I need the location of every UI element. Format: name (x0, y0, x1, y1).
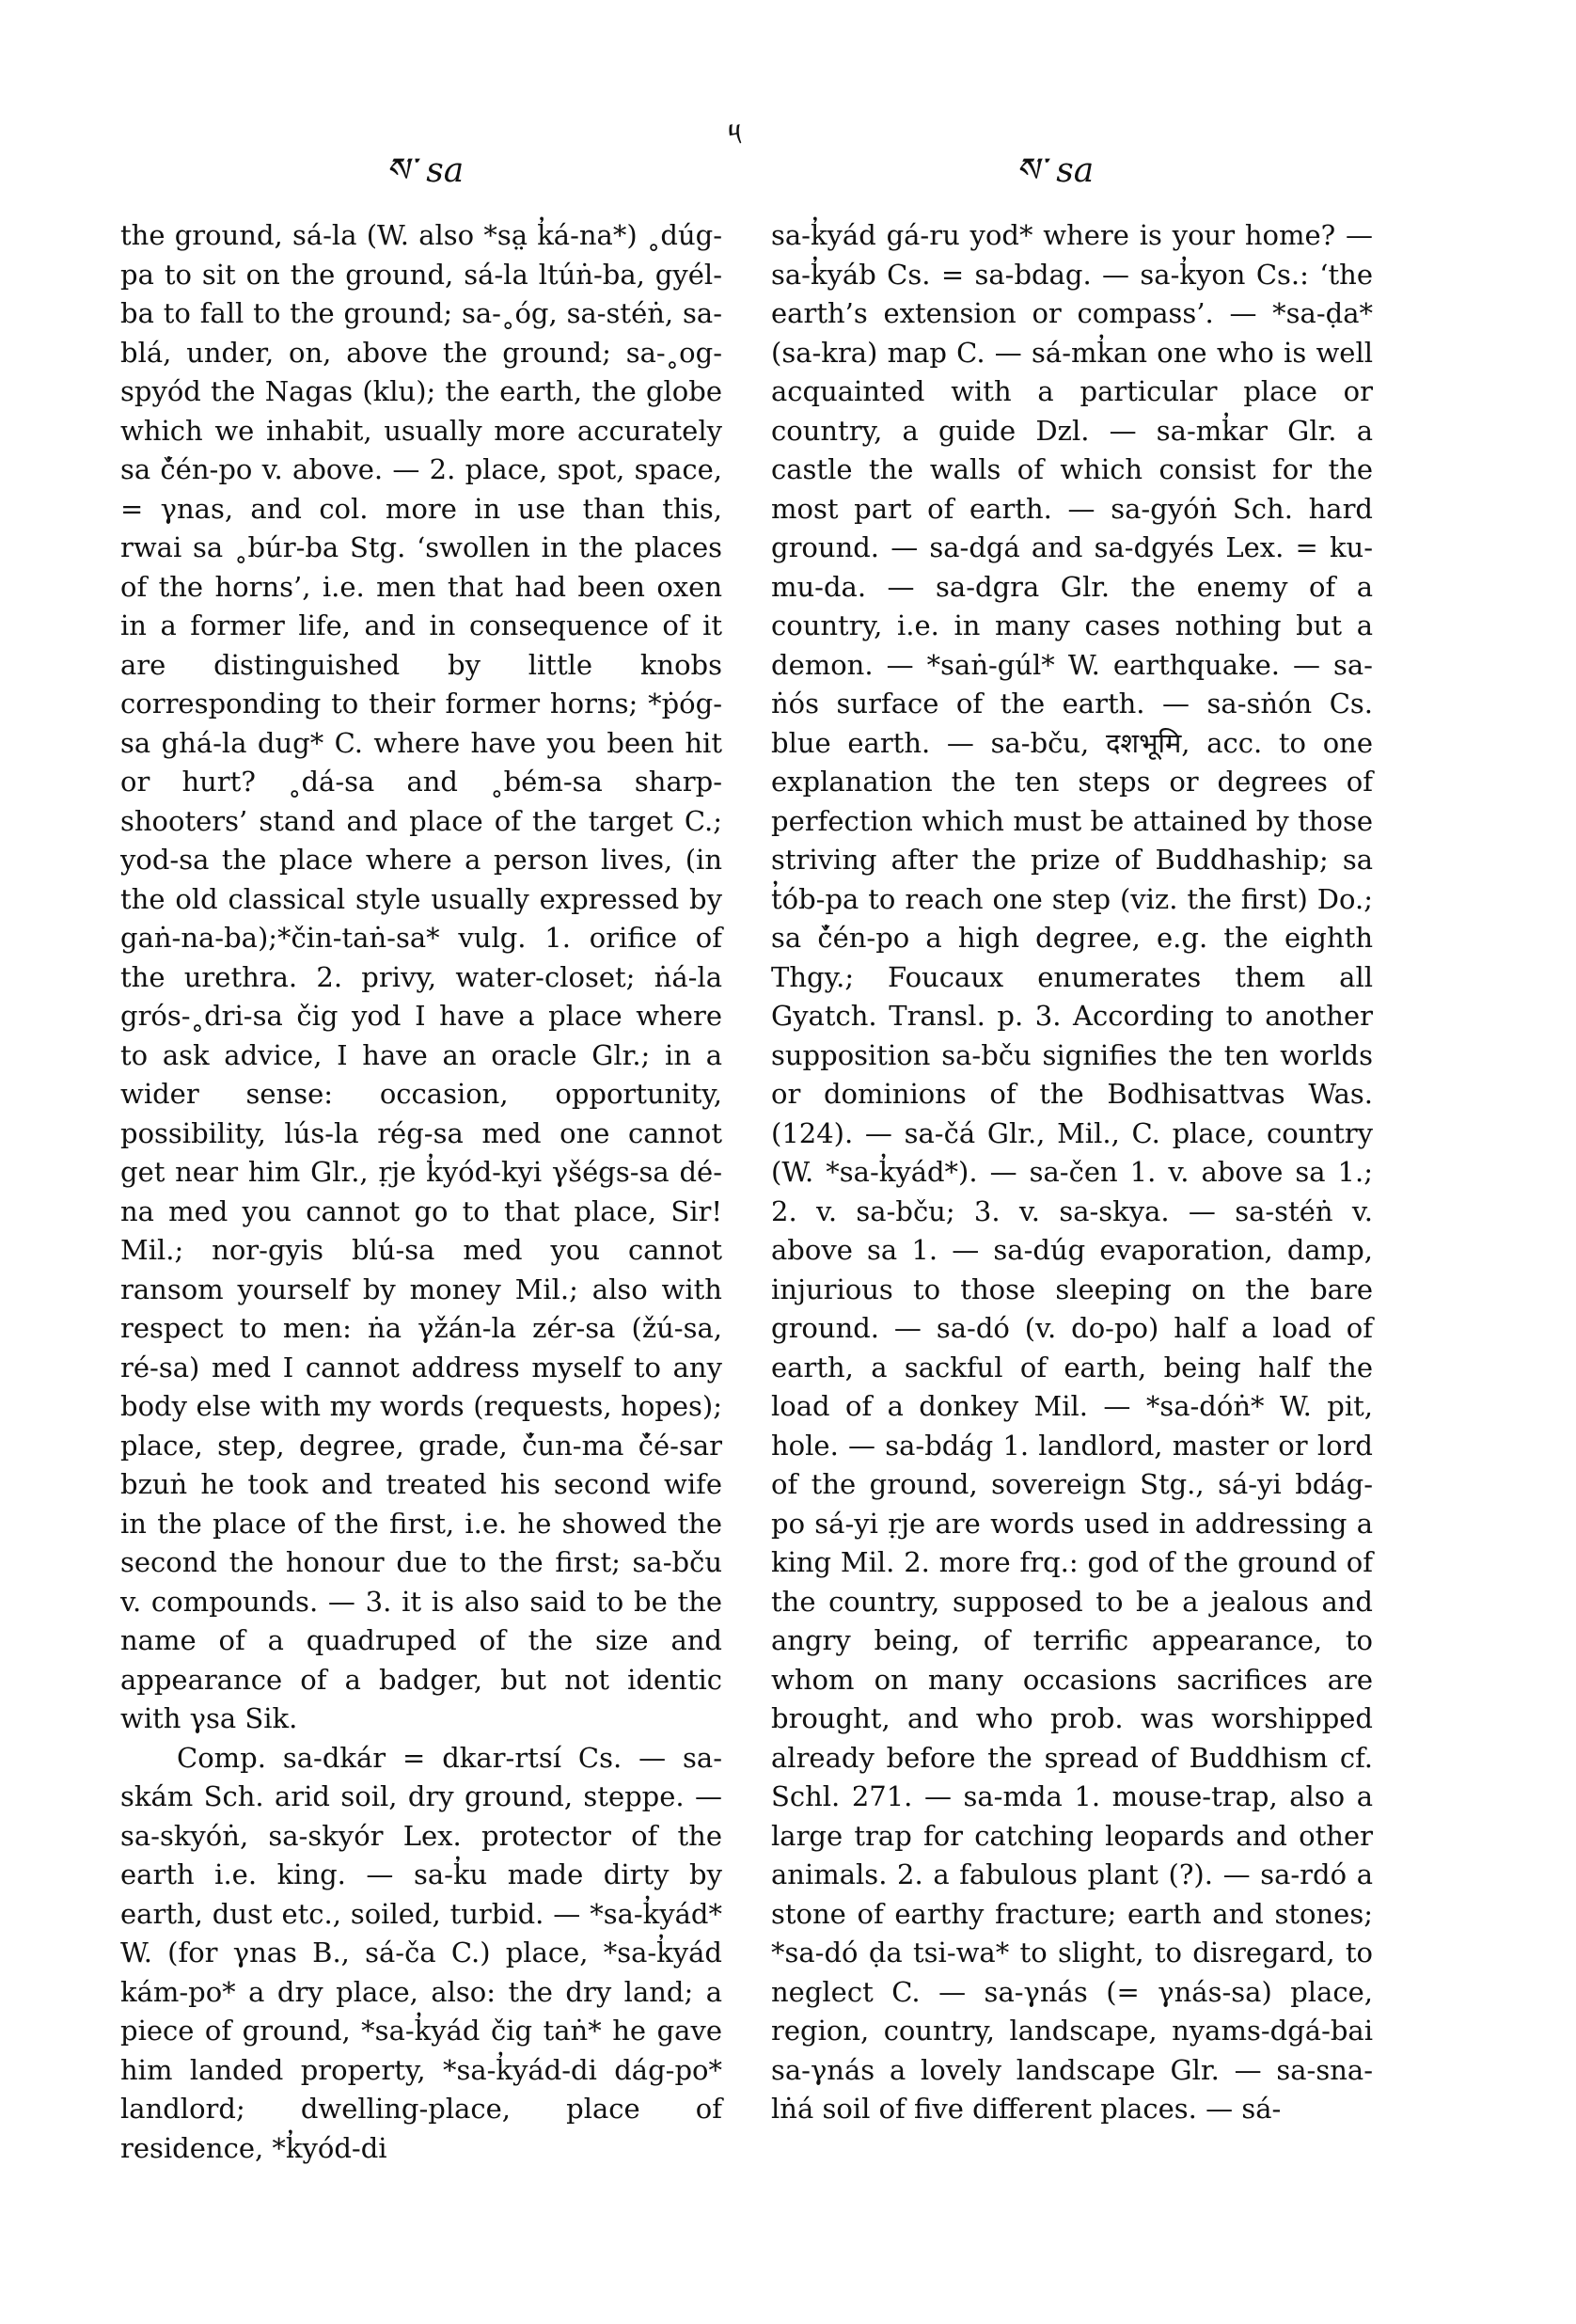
left-column (120, 216, 722, 2168)
compounds-paragraph: Comp. sa-dkár = dkar-rtsí Cs. — sa-skám Sch. arid soil, dry ground, steppe. — sa-skyóṅ, sa-skyór Lex. protector of the earth i.e. king. — sa-k̓u made dirty by earth, dust etc., soiled, turbid. — *sa-k̓yád* W. (for γnas B., sá-ča C.) place, *sa-k̓yád kám-po* a dry place, also: the dry land; a piece of ground, *sa-k̓yád čig taṅ* he gave him landed property, *sa-k̓yád-di dág-po* landlord; dwelling-place, place of residence, *k̓yód-di (120, 1741, 722, 2164)
running-head-right: ས་ sa (1016, 151, 1095, 190)
right-column (771, 216, 1373, 2129)
entry-paragraph: sa-k̓yád gá-ru yod* where is your home? — sa-k̓yáb Cs. = sa-bdag. — sa-k̓yon Cs.: ‘the earth’s extension or compass’. — *sa-ḍa* (sa-kra) map C. — sá-mk̓an one who is well acquainted with a particular place or country, a guide Dzl. — sa-mk̓ar Glr. a castle the walls of which consist for the most part of earth. — sa-gyóṅ Sch. hard ground. — sa-dgá and sa-dgyés Lex. = ku-mu-da. — sa-dgra Glr. the enemy of a country, i.e. in many cases nothing but a demon. — *saṅ-gúl* W. earthquake. — sa-ṅós surface of the earth. — sa-sṅón Cs. blue earth. — sa-bču, दशभूमि, acc. to one explanation the ten steps or degrees of perfection which must be attained by those striving after the prize of Buddhaship; sa t̓ób-pa to reach one step (viz. the first) Do.; sa č̓én-po a high degree, e.g. the eighth Thgy.; Foucaux enumerates them all Gyatch. Transl. p. 3. According to another supposition sa-bču signifies the ten worlds or dominions of the Bodhisattvas Was. (124). — sa-čá Glr., Mil., C. place, country (W. *sa-k̓yád*). — sa-čen 1. v. above sa 1.; 2. v. sa-bču; 3. v. sa-skya. — sa-stéṅ v. above sa 1. — sa-dúg evaporation, damp, injurious to those sleeping on the bare ground. — sa-dó (v. do-po) half a load of earth, a sackful of earth, being half the load of a donkey Mil. — *sa-dóṅ* W. pit, hole. — sa-bdág 1. landlord, master or lord of the ground, sovereign Stg., sá-yi bdág-po sá-yi ṛje are words used in addressing a king Mil. 2. more frq.: god of the ground of the country, supposed to be a jealous and angry being, of terrific appearance, to whom on many occasions sacrifices are brought, and who prob. was worshipped already before the spread of Buddhism cf. Schl. 271. — sa-mda 1. mouse-trap, also a large trap for catching leopards and other animals. 2. a fabulous plant (?). — sa-rdó a stone of earthy fracture; earth and stones; *sa-dó ḍa tsi-wa* to slight, to disregard, to neglect C. — sa-γnás (= γnás-sa) place, region, country, landscape, nyams-dgá-bai sa-γnás a lovely landscape Glr. — sa-sna-lṅá soil of five different places. — sá- (771, 219, 1373, 2125)
page-number: ༥ (728, 117, 742, 152)
running-head-left: ས་ sa (386, 151, 465, 190)
entry-paragraph: the ground, sá-la (W. also *sa̤ k̓á-na*) ˳dúg-pa to sit on the ground, sá-la ltúṅ-ba, gyél-ba to fall to the ground; sa-˳óg, sa-stéṅ, sa-blá, under, on, above the ground; sa-˳og-spyód the Nagas (klu); the earth, the globe which we inhabit, usually more accurately sa č̓én-po v. above. — 2. place, spot, space, = γnas, and col. more in use than this, rwai sa ˳búr-ba Stg. ‘swollen in the places of the horns’, i.e. men that had been oxen in a former life, and in consequence of it are distinguished by little knobs corresponding to their former horns; *ṗóg-sa ghá-la dug* C. where have you been hit or hurt? ˳dá-sa and ˳bém-sa sharp-shooters’ stand and place of the target C.; yod-sa the place where a person lives, (in the old classical style usually expressed by gaṅ-na-ba);*čin-taṅ-sa* vulg. 1. orifice of the urethra. 2. privy, water-closet; ṅá-la grós-˳dri-sa čig yod I have a place where to ask advice, I have an oracle Glr.; in a wider sense: occasion, opportunity, possibility, lús-la rég-sa med one cannot get near him Glr., ṛje k̓yód-kyi γšégs-sa dé-na med you cannot go to that place, Sir! Mil.; nor-gyis blú-sa med you cannot ransom yourself by money Mil.; also with respect to men: ṅa γžán-la zér-sa (žú-sa, ré-sa) med I cannot address myself to any body else with my words (requests, hopes); place, step, degree, grade, č̓un-ma č̓é-sar bzuṅ he took and treated his second wife in the place of the first, i.e. he showed the second the honour due to the first; sa-bču v. compounds. — 3. it is also said to be the name of a quadruped of the size and appearance of a badger, but not identic with γsa Sik. (120, 219, 722, 1734)
